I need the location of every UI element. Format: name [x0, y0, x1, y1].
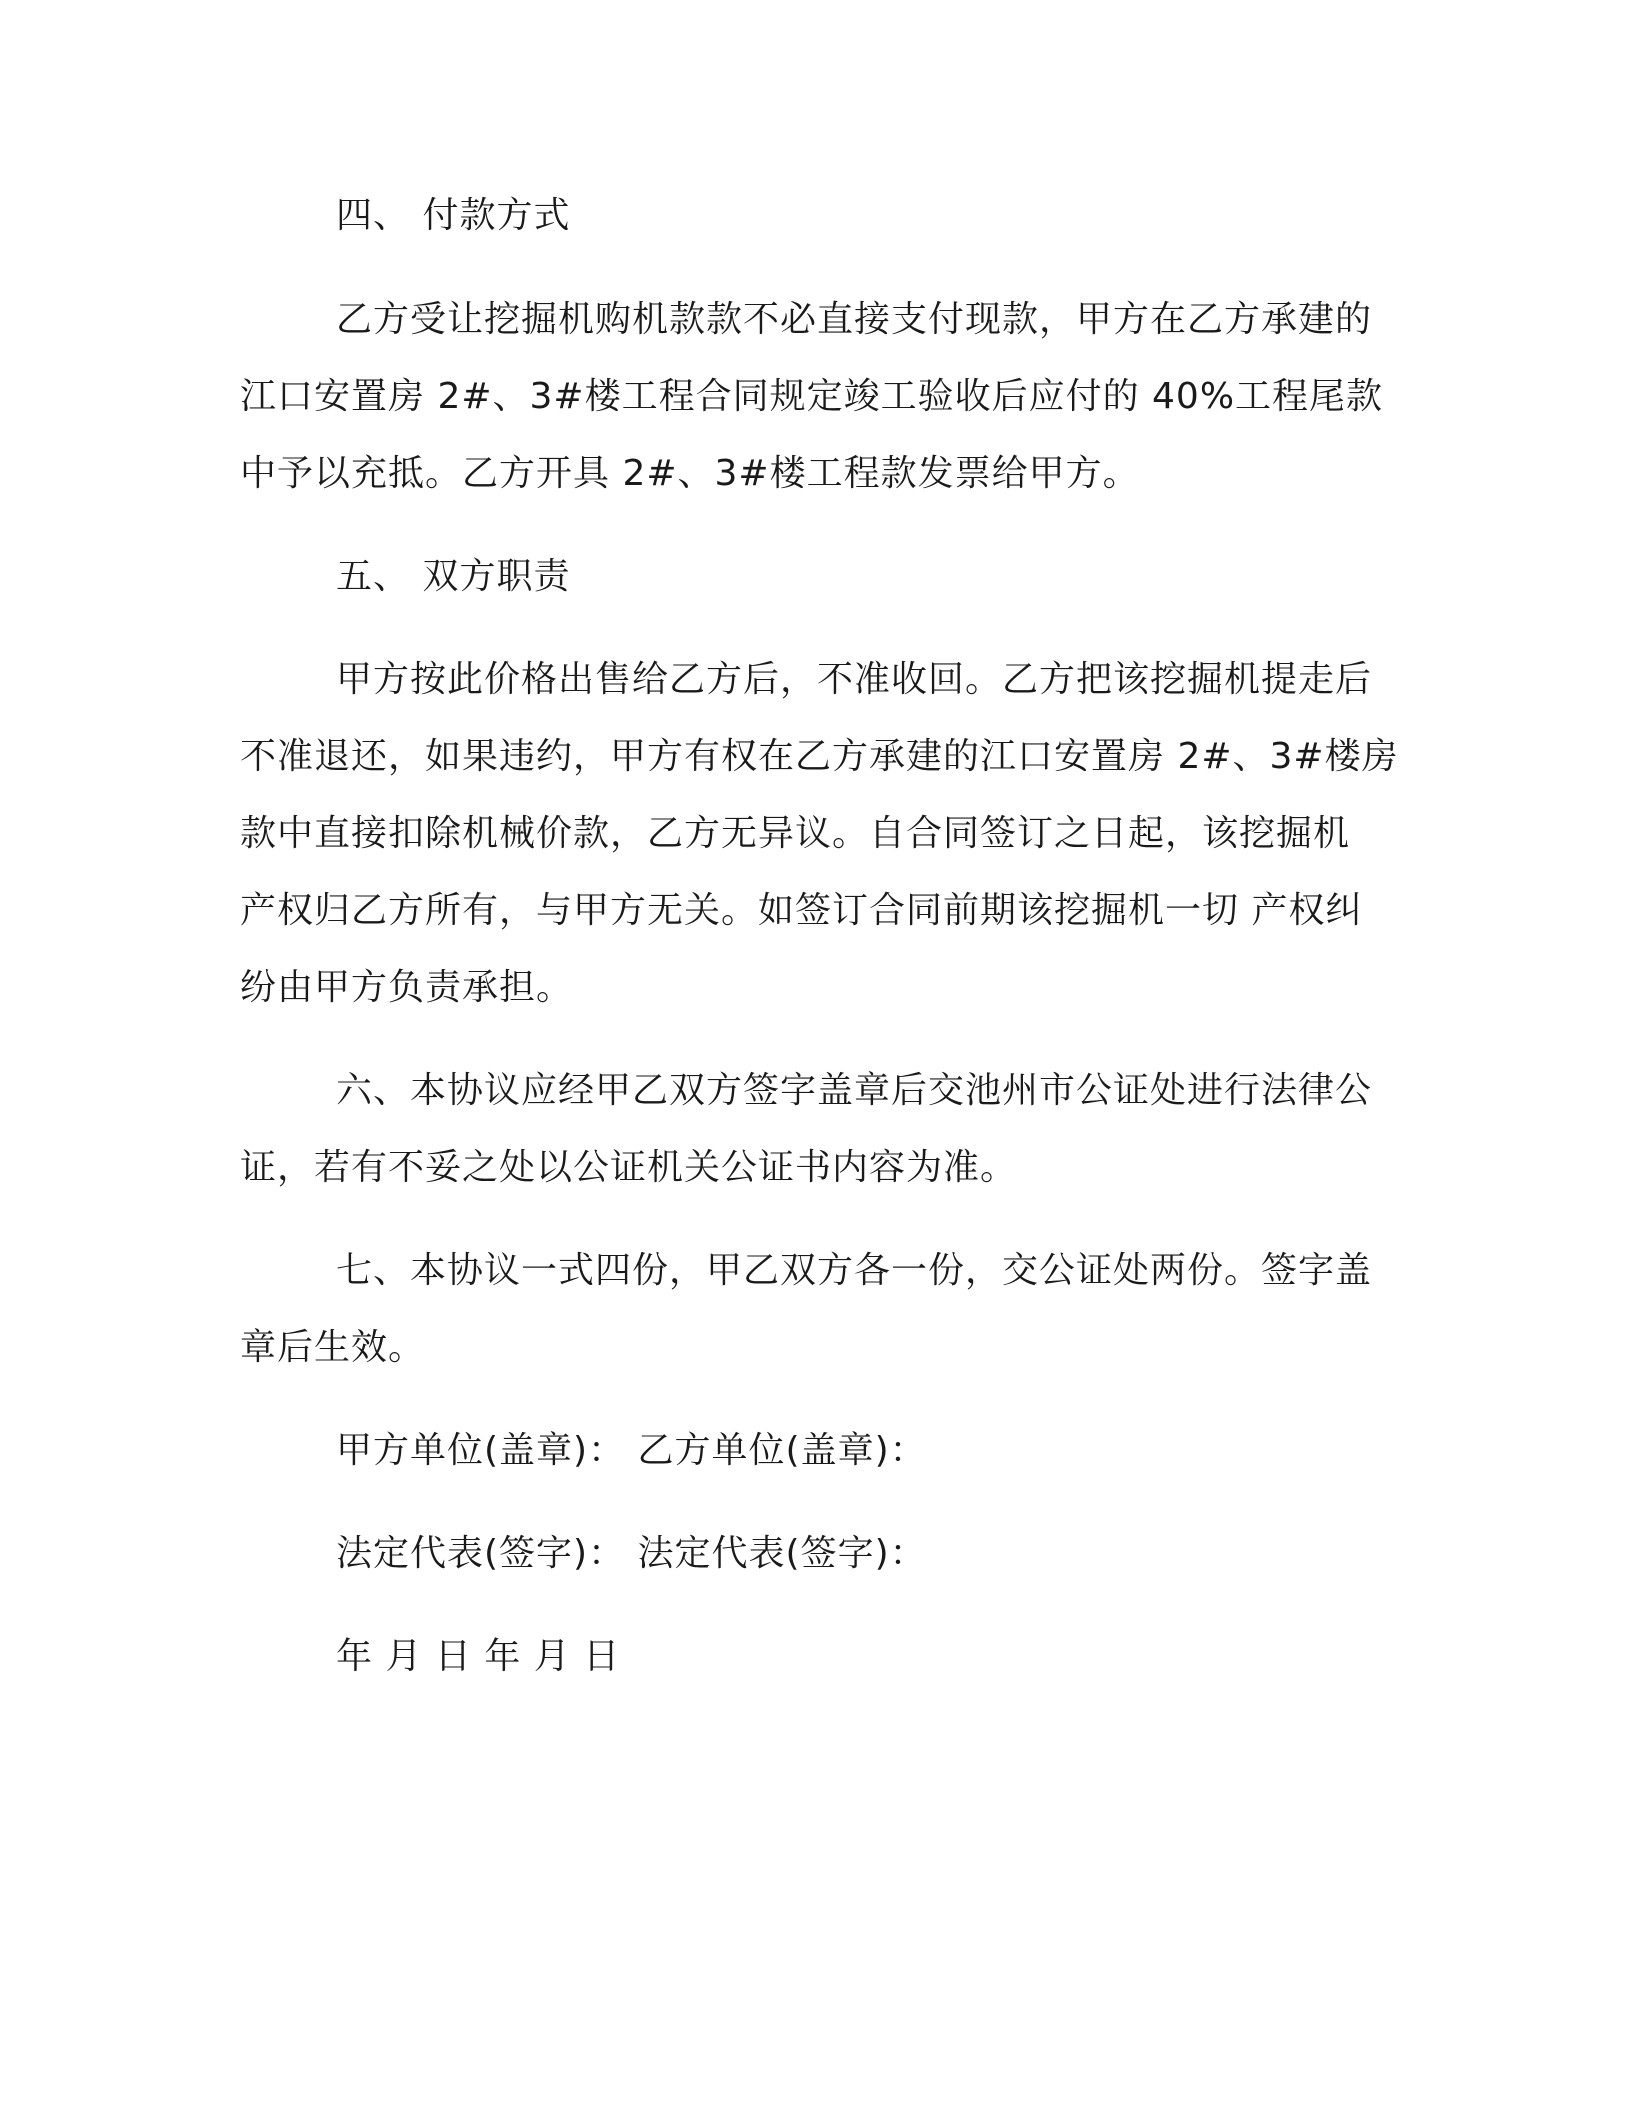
- signature-units-line: 甲方单位(盖章)： 乙方单位(盖章)：: [336, 1430, 927, 1471]
- section-4-paragraph-line: 乙方受让挖掘机购机款款不必直接支付现款，甲方在乙方承建的: [336, 299, 1373, 340]
- section-6-paragraph-line: 六、本协议应经甲乙双方签字盖章后交池州市公证处进行法律公: [336, 1070, 1373, 1111]
- section-5-paragraph-line: 产权归乙方所有，与甲方无关。如签订合同前期该挖掘机一切 产权纠: [240, 890, 1363, 931]
- section-4-paragraph-line: 江口安置房 2#、3#楼工程合同规定竣工验收后应付的 40%工程尾款: [240, 376, 1384, 417]
- section-5-paragraph-line: 不准退还，如果违约，甲方有权在乙方承建的江口安置房 2#、3#楼房: [240, 736, 1399, 777]
- section-7-paragraph-line: 七、本协议一式四份，甲乙双方各一份，交公证处两份。签字盖: [336, 1250, 1373, 1291]
- section-4-paragraph-line: 中予以充抵。乙方开具 2#、3#楼工程款发票给甲方。: [240, 453, 1140, 494]
- section-6-paragraph-line: 证，若有不妥之处以公证机关公证书内容为准。: [240, 1147, 1018, 1188]
- signature-representatives-line: 法定代表(签字)： 法定代表(签字)：: [336, 1533, 927, 1574]
- section-5-paragraph-line: 甲方按此价格出售给乙方后，不准收回。乙方把该挖掘机提走后: [336, 659, 1373, 700]
- section-7-paragraph-line: 章后生效。: [240, 1327, 426, 1368]
- section-4-heading: 四、 付款方式: [336, 195, 571, 236]
- section-5-heading: 五、 双方职责: [336, 556, 571, 597]
- section-5-paragraph-line: 纷由甲方负责承担。: [240, 967, 574, 1008]
- signature-dates-line: 年 月 日 年 月 日: [336, 1636, 621, 1677]
- section-5-paragraph-line: 款中直接扣除机械价款，乙方无异议。自合同签订之日起，该挖掘机: [240, 813, 1351, 854]
